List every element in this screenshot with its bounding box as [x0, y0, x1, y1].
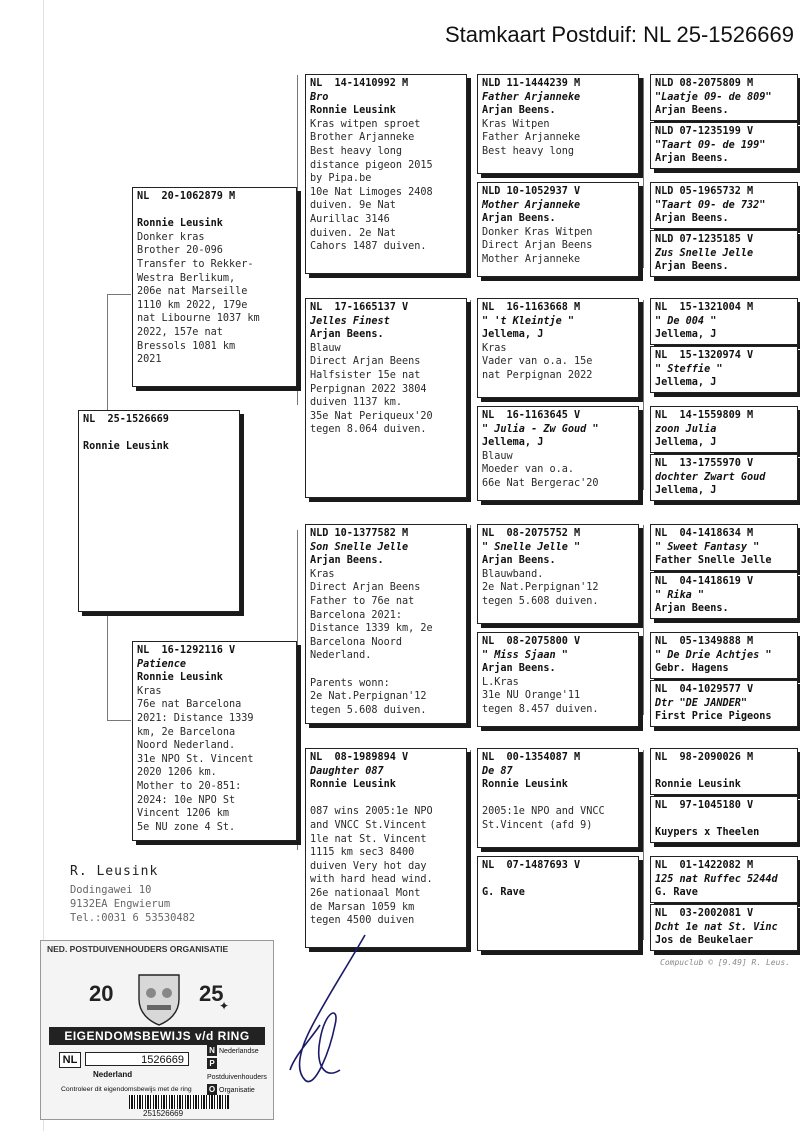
breeder-name: Arjan Beens. [310, 555, 384, 567]
breeder-name: Jellema, J [655, 329, 717, 341]
card-text-line: Aurillac 3146 [310, 213, 390, 225]
card-text-line: L.Kras [482, 676, 519, 688]
ring-number: NL 08-2075800 V [482, 636, 581, 647]
crest-icon [133, 971, 185, 1027]
card-text-line: distance pigeon 2015 [310, 159, 433, 171]
breeder-name: G. Rave [482, 887, 525, 899]
card-text-line: 2e Nat.Perpignan'12 [482, 582, 599, 594]
ancestor-card [477, 748, 639, 848]
dam-sire-card [305, 524, 467, 724]
breeder-name: Arjan Beens. [655, 153, 729, 165]
breeder-name: Jellema, J [655, 377, 717, 389]
card-text-line: duiven 1137 km. [310, 397, 403, 409]
great-ancestor-card [650, 298, 798, 345]
connector-line [297, 75, 298, 405]
card-text-line [310, 792, 462, 806]
connector-line [470, 750, 471, 950]
card-text-line: 10e Nat Limoges 2408 [310, 186, 433, 198]
card-text-line: de Marsan 1059 km [310, 901, 415, 913]
breeder-name: Arjan Beens. [482, 555, 556, 567]
card-text-line: 2022, 157e nat [137, 326, 223, 338]
pigeon-name: " 't Kleintje " [482, 315, 575, 327]
sire-sire-card [305, 74, 467, 274]
card-text-line: Donker kras [137, 231, 205, 243]
connector-line [470, 78, 471, 278]
card-text-line: Kras [310, 568, 335, 580]
dam-dam-card [305, 748, 467, 948]
npo-line: O Organisatie [208, 1085, 255, 1094]
card-text-line: Father to 76e nat [310, 595, 415, 607]
ancestor-card [477, 406, 639, 501]
ring-number: NLD 11-1444239 M [482, 78, 581, 89]
breeder-name: Arjan Beens. [655, 105, 729, 117]
connector-line [470, 525, 471, 725]
great-ancestor-card [650, 524, 798, 571]
pigeon-name: "Taart 09- de 732" [655, 199, 766, 211]
card-text-line: Kras [137, 685, 162, 697]
npo-line: N Nederlandse [207, 1045, 273, 1058]
card-text-line: tegen 4500 duiven [310, 915, 415, 927]
subject-card [78, 410, 240, 612]
great-ancestor-card [650, 904, 798, 951]
breeder-name: Father Snelle Jelle [655, 555, 772, 567]
barcode [129, 1095, 229, 1109]
pigeon-name: " Julia - Zw Goud " [482, 423, 599, 435]
card-text-line: duiven. 9e Nat [310, 200, 396, 212]
breeder-name: Arjan Beens. [482, 213, 556, 225]
breeder-name: Ronnie Leusink [310, 779, 396, 791]
card-text-line: Best heavy long [482, 145, 575, 157]
card-text-line: duiven Very hot day [310, 860, 427, 872]
great-ancestor-card [650, 230, 798, 277]
card-text-line: Vincent 1206 km [137, 808, 230, 820]
card-text-line: Kras [482, 342, 507, 354]
ring-number: NL 08-2075752 M [482, 528, 581, 539]
card-text-line [310, 663, 462, 677]
breeder-name: G. Rave [655, 887, 698, 899]
year-right: 25 [199, 981, 224, 1006]
card-text-line: 1110 km 2022, 179e [137, 299, 248, 311]
connector-line [643, 300, 644, 490]
breeder-name: Ronnie Leusink [137, 218, 223, 230]
ring-number: NL 17-1665137 V [310, 302, 409, 313]
card-text-line: St.Vincent (afd 9) [482, 819, 593, 831]
card-text-line: 2024: 10e NPO St [137, 794, 236, 806]
sire-card [132, 187, 297, 387]
ring-number: NLD 07-1235199 V [655, 126, 754, 137]
card-text-line: km, 2e Barcelona [137, 726, 236, 738]
ring-number: NL 14-1559809 M [655, 410, 754, 421]
ring-number: NL 03-2002081 V [655, 908, 754, 919]
page-title: Stamkaart Postduif: NL 25-1526669 [445, 22, 794, 47]
ring-number: NLD 08-2075809 M [655, 78, 754, 89]
npo-legend [207, 1045, 273, 1097]
pigeon-name: " Rika " [655, 589, 705, 601]
connector-line [470, 300, 471, 500]
great-ancestor-card [650, 796, 798, 843]
card-text-line: 66e Nat Bergerac'20 [482, 477, 599, 489]
card-text-line: with hard head wind. [310, 874, 433, 886]
card-text-line: 087 wins 2005:1e NPO [310, 806, 433, 818]
ancestor-card [477, 524, 639, 624]
card-text-line: nat Libourne 1037 km [137, 313, 260, 325]
card-text-line: Barcelona Noord [310, 636, 403, 648]
pigeon-name: Zus Snelle Jelle [655, 247, 754, 259]
ring-number: NL 14-1410992 M [310, 78, 409, 89]
certificate-title: EIGENDOMSBEWIJS v/d RING [49, 1027, 265, 1045]
card-text-line: by Pipa.be [310, 173, 372, 185]
card-text-line: tegen 8.457 duiven. [482, 703, 599, 715]
card-text-line: Cahors 1487 duiven. [310, 241, 427, 253]
card-text-line: 206e nat Marseille [137, 286, 248, 298]
owner-name: R. Leusink [70, 864, 159, 879]
great-ancestor-card [650, 182, 798, 229]
card-text-line: 2005:1e NPO and VNCC [482, 806, 605, 818]
card-text-line: duiven. 2e Nat [310, 227, 396, 239]
card-text-line: and VNCC St.Vincent [310, 819, 427, 831]
breeder-name: Arjan Beens. [655, 261, 729, 273]
breeder-name: Ronnie Leusink [310, 105, 396, 117]
pigeon-name: 125 nat Ruffec 5244d [655, 873, 778, 885]
card-text-line: Blauwband. [482, 568, 544, 580]
owner-address: Dodingawei 10 [70, 884, 152, 896]
ring-number: NL 15-1320974 V [655, 350, 754, 361]
connector-line [107, 720, 131, 721]
card-text-line: Father Arjanneke [482, 132, 581, 144]
card-text-line: Noord Nederland. [137, 740, 236, 752]
card-text-line: 76e nat Barcelona [137, 699, 242, 711]
owner-block [70, 865, 195, 925]
ring-number: NL 16-1163668 M [482, 302, 581, 313]
pigeon-name: " Steffie " [655, 363, 723, 375]
connector-line [297, 530, 298, 850]
card-text-line: Distance 1339 km, 2e [310, 623, 433, 635]
ring-number: NL 04-1029577 V [655, 684, 754, 695]
card-text-line: Direct Arjan Beens [310, 582, 421, 594]
npo-line: PPostduivenhouders [207, 1059, 267, 1081]
year-left: 20 [89, 981, 114, 1006]
pigeon-name: " Sweet Fantasy " [655, 541, 760, 553]
ring-number: NL 16-1163645 V [482, 410, 581, 421]
breeder-name: Arjan Beens. [310, 329, 384, 341]
pigeon-name: Dcht 1e nat St. Vinc [655, 921, 778, 933]
connector-line [643, 78, 644, 268]
card-text-line: Mother Arjanneke [482, 253, 581, 265]
ancestor-card [477, 74, 639, 174]
breeder-name: Ronnie Leusink [655, 779, 741, 791]
connector-line [643, 750, 644, 940]
card-text-line [83, 427, 235, 441]
card-text-line: Transfer to Rekker- [137, 258, 254, 270]
card-text-line: 26e nationaal Mont [310, 887, 421, 899]
card-text-line: nat Perpignan 2022 [482, 369, 593, 381]
card-text-line: Direct Arjan Beens [482, 240, 593, 252]
great-ancestor-card [650, 748, 798, 795]
great-ancestor-card [650, 632, 798, 679]
ancestor-card [477, 182, 639, 277]
great-ancestor-card [650, 856, 798, 903]
card-text-line: Best heavy long [310, 145, 403, 157]
card-text-line [482, 792, 634, 806]
ring-number: NL 15-1321004 M [655, 302, 754, 313]
pigeon-name: Daughter 087 [310, 765, 384, 777]
ring-number: NL 04-1418619 V [655, 576, 754, 587]
country-code: NL [59, 1052, 81, 1068]
pigeon-name: "Laatje 09- de 809" [655, 91, 772, 103]
pigeon-name: Bro [310, 91, 329, 103]
pigeon-name: " De Drie Achtjes " [655, 649, 772, 661]
breeder-name: Jos de Beukelaer [655, 935, 754, 947]
card-text-line: tegen 8.064 duiven. [310, 424, 427, 436]
ring-number: NL 05-1349888 M [655, 636, 754, 647]
breeder-name: Arjan Beens. [482, 663, 556, 675]
ring-number: NLD 05-1965732 M [655, 186, 754, 197]
breeder-name: Arjan Beens. [655, 213, 729, 225]
breeder-name: Ronnie Leusink [83, 441, 169, 453]
card-text-line: Blauw [310, 342, 341, 354]
great-ancestor-card [650, 122, 798, 169]
breeder-name: Gebr. Hagens [655, 663, 729, 675]
card-text-line: 31e NU Orange'11 [482, 690, 581, 702]
card-text-line: tegen 5.608 duiven. [482, 595, 599, 607]
card-text-line: tegen 5.608 duiven. [310, 704, 427, 716]
owner-phone: Tel.:0031 6 53530482 [70, 912, 196, 924]
ring-number: NL 08-1989894 V [310, 752, 409, 763]
ring-number: NLD 07-1235185 V [655, 234, 754, 245]
great-ancestor-card [650, 680, 798, 727]
card-text-line: Barcelona 2021: [310, 609, 403, 621]
ring-number: NL 25-1526669 [83, 414, 169, 425]
card-text-line: Brother Arjanneke [310, 132, 415, 144]
card-text-line: Bressols 1081 km [137, 340, 236, 352]
ring-number: NLD 10-1052937 V [482, 186, 581, 197]
card-text-line: Donker Kras Witpen [482, 226, 593, 238]
great-ancestor-card [650, 454, 798, 501]
card-text-line: Moeder van o.a. [482, 464, 575, 476]
pigeon-name: Mother Arjanneke [482, 199, 581, 211]
pigeon-name: "Taart 09- de 199" [655, 139, 766, 151]
ring-number: NL 04-1418634 M [655, 528, 754, 539]
breeder-name: Ronnie Leusink [482, 779, 568, 791]
card-text-line: Nederland. [310, 650, 372, 662]
card-text-line: 2021 [137, 354, 162, 366]
breeder-name: Arjan Beens. [655, 603, 729, 615]
card-text-line: Direct Arjan Beens [310, 356, 421, 368]
card-text-line: Kras witpen sproet [310, 118, 421, 130]
pigeon-name: Dtr "DE JANDER" [655, 697, 748, 709]
card-text-line: Kras Witpen [482, 118, 550, 130]
card-text-line: 1115 km sec3 8400 [310, 847, 415, 859]
card-text-line: Mother to 20-851: [137, 780, 242, 792]
breeder-name: Arjan Beens. [482, 105, 556, 117]
ancestor-card [477, 298, 639, 398]
breeder-name: Jellema, J [482, 329, 544, 341]
pigeon-name: Son Snelle Jelle [310, 541, 409, 553]
breeder-name: Ronnie Leusink [137, 672, 223, 684]
card-text-line: 31e NPO St. Vincent [137, 753, 254, 765]
pigeon-name: Jelles Finest [310, 315, 390, 327]
pigeon-name: " Miss Sjaan " [482, 649, 568, 661]
card-text-line: 5e NU zone 4 St. [137, 821, 236, 833]
card-text-line: 2020 1206 km. [137, 767, 217, 779]
card-text-line: Parents wonn: [310, 677, 390, 689]
ring-ownership-certificate [40, 940, 274, 1120]
pigeon-icon: ✦ [219, 999, 230, 1013]
card-text-line: 2e Nat.Perpignan'12 [310, 691, 427, 703]
ring-number: NL 16-1292116 V [137, 645, 236, 656]
dam-card [132, 641, 297, 841]
breeder-name: Jellema, J [482, 437, 544, 449]
connector-line [643, 525, 644, 715]
pigeon-name: dochter Zwart Goud [655, 471, 766, 483]
pigeon-name: Father Arjanneke [482, 91, 581, 103]
card-text-line: Vader van o.a. 15e [482, 356, 593, 368]
ring-number: NL 20-1062879 M [137, 191, 236, 202]
card-text-line [482, 873, 634, 887]
card-text-line [137, 204, 292, 218]
ring-number: NL 97-1045180 V [655, 800, 754, 811]
ring-number: NL 01-1422082 M [655, 860, 754, 871]
ring-number: NL 00-1354087 M [482, 752, 581, 763]
card-text-line: Westra Berlikum, [137, 272, 236, 284]
card-text-line: 2021: Distance 1339 [137, 712, 254, 724]
great-ancestor-card [650, 346, 798, 393]
organisation-name: NED. POSTDUIVENHOUDERS ORGANISATIE [47, 944, 229, 954]
signature-scribble [285, 930, 385, 1100]
country-name: Nederland [93, 1070, 133, 1079]
breeder-name: Kuypers x Theelen [655, 827, 760, 839]
pigeon-name: " De 004 " [655, 315, 717, 327]
software-credit: Compuclub © [9.49] R. Leus. [660, 958, 791, 967]
card-text-line: Blauw [482, 450, 513, 462]
connector-line [107, 294, 131, 295]
card-text-line [655, 813, 793, 827]
pigeon-name: Patience [137, 658, 187, 670]
great-ancestor-card [650, 572, 798, 619]
card-text-line: 1le nat St. Vincent [310, 833, 427, 845]
great-ancestor-card [650, 74, 798, 121]
breeder-name: Jellema, J [655, 437, 717, 449]
control-note: Controleer dit eigendomsbewijs met de ring [61, 1086, 192, 1093]
great-ancestor-card [650, 406, 798, 453]
card-text-line [655, 765, 793, 779]
pigeon-name: zoon Julia [655, 423, 717, 435]
ring-number: NL 07-1487693 V [482, 860, 581, 871]
breeder-name: Jellema, J [655, 485, 717, 497]
barcode-number: 251526669 [143, 1109, 184, 1118]
owner-city: 9132EA Engwierum [70, 898, 171, 910]
ring-number: NL 13-1755970 V [655, 458, 754, 469]
ancestor-card [477, 632, 639, 727]
ring-number: NL 98-2090026 M [655, 752, 754, 763]
card-text-line: Halfsister 15e nat [310, 369, 421, 381]
card-text-line: 35e Nat Periqueux'20 [310, 410, 433, 422]
ancestor-card [477, 856, 639, 951]
card-text-line: Perpignan 2022 3804 [310, 383, 427, 395]
card-text-line: Brother 20-096 [137, 245, 223, 257]
sire-dam-card [305, 298, 467, 498]
ring-number: 1526669 [85, 1052, 189, 1066]
pigeon-name: De 87 [482, 765, 513, 777]
breeder-name: First Price Pigeons [655, 711, 772, 723]
ring-number: NLD 10-1377582 M [310, 528, 409, 539]
pigeon-name: " Snelle Jelle " [482, 541, 581, 553]
